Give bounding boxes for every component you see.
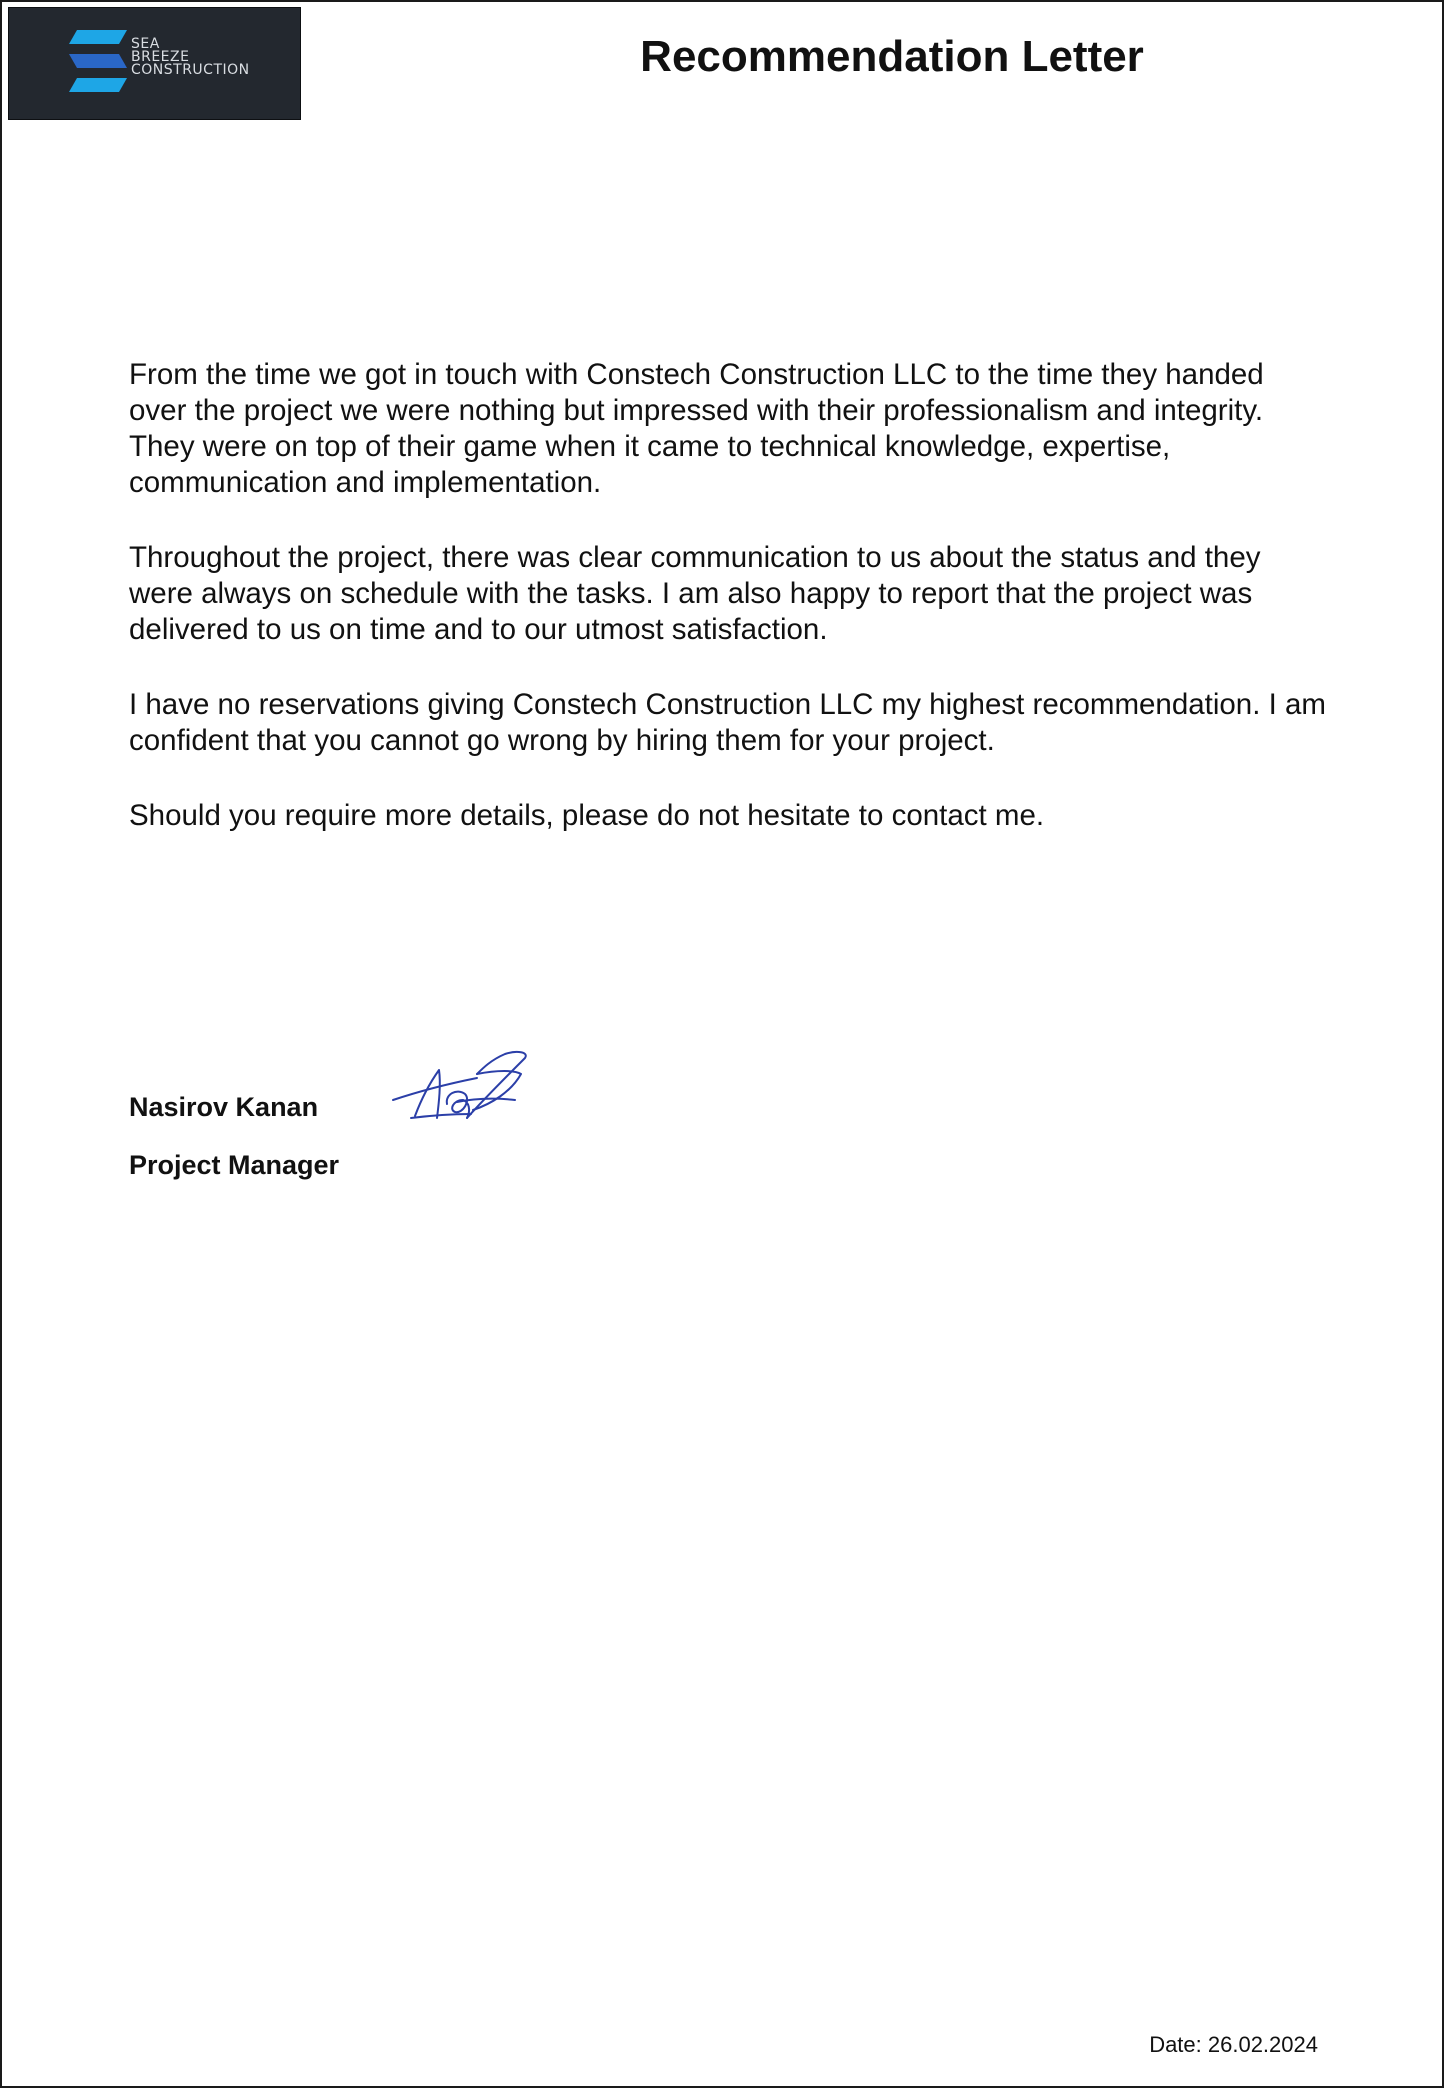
letter-title: Recommendation Letter: [640, 32, 1144, 81]
logo-line-2: BREEZE: [131, 49, 190, 65]
logo-wordmark: [131, 38, 250, 77]
letter-date: Date: 26.02.2024: [1149, 2032, 1318, 2057]
signatory-name: Nasirov Kanan: [129, 1092, 319, 1122]
logo-line-3: CONSTRUCTION: [131, 62, 250, 78]
signatory-position: Project Manager: [129, 1150, 340, 1180]
handwritten-signature-icon: [387, 1044, 537, 1134]
logo-line-1: SEA: [131, 36, 160, 52]
paragraph-3: I have no reservations giving Constech Construction LLC my highest recommendation. I am confident that you cannot go wrong by hiring them for your project.: [129, 688, 1326, 757]
paragraph-2: Throughout the project, there was clear communication to us about the status and they were always on schedule with the tasks. I am also happy to report that the project was delivered to us on time and to our utmost satisfaction.: [129, 541, 1261, 646]
company-logo: [8, 7, 301, 120]
paragraph-1: From the time we got in touch with Constech Construction LLC to the time they handed over the project we were nothing but impressed with their professionalism and integrity. They were on top of their game when it came to technical knowledge, expertise, communication and implementation.: [129, 358, 1264, 499]
paragraph-4: Should you require more details, please do not hesitate to contact me.: [129, 799, 1045, 832]
sea-breeze-logo-icon: [69, 30, 127, 92]
letter-body: [129, 357, 1329, 873]
